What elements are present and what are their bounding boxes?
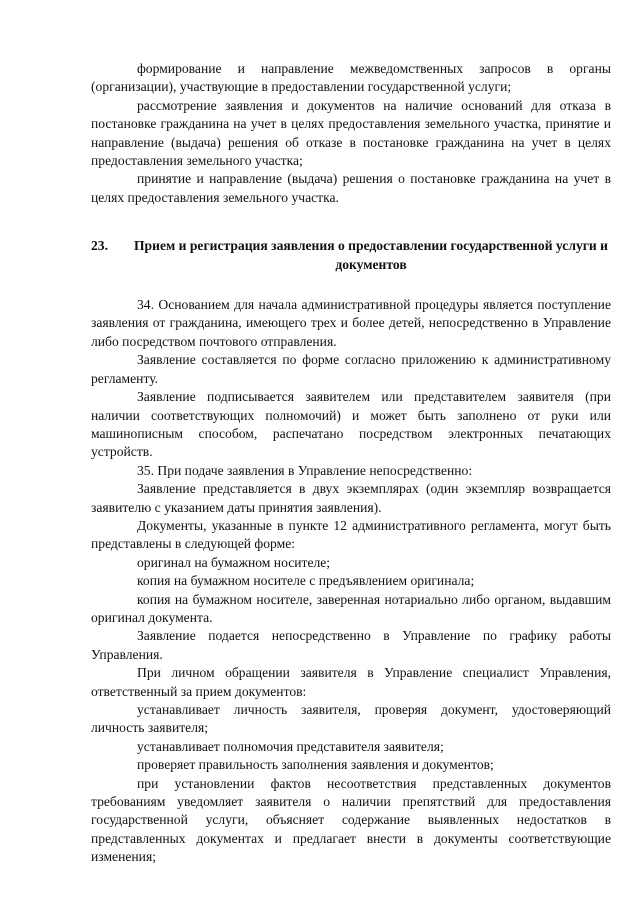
section-number: 23. bbox=[91, 238, 108, 254]
paragraph: Заявление представляется в двух экземплярах (один экземпляр возвращается заявителю с указанием даты принятия заявления). bbox=[91, 481, 611, 515]
section-title: Прием и регистрация заявления о предоставлении государственной услуги и документов bbox=[133, 238, 608, 272]
paragraph: Заявление составляется по форме согласно приложению к административному регламенту. bbox=[91, 352, 611, 386]
paragraph: Заявление подписывается заявителем или представителем заявителя (при наличии соответствующих полномочий) и может быть заполнено от руки или машинописным способом, распечатано посредством электронных печатающих устройств. bbox=[91, 389, 611, 460]
paragraph: формирование и направление межведомственных запросов в органы (организации), участвующие в предоставлении государственной услуги; bbox=[91, 61, 611, 95]
list-item: копия на бумажном носителе с предъявлением оригинала; bbox=[137, 573, 475, 589]
list-item: проверяет правильность заполнения заявления и документов; bbox=[137, 757, 494, 773]
list-item: копия на бумажном носителе, заверенная нотариально либо органом, выдавшим оригинал документа. bbox=[91, 591, 611, 625]
paragraph: При личном обращении заявителя в Управление специалист Управления, ответственный за прием документов: bbox=[91, 665, 611, 699]
list-item: устанавливает полномочия представителя заявителя; bbox=[137, 738, 444, 754]
document-page bbox=[91, 60, 611, 867]
paragraph: принятие и направление (выдача) решения о постановке гражданина на учет в целях предоставления земельного участка. bbox=[91, 171, 611, 205]
paragraph: 34. Основанием для начала административной процедуры является поступление заявления от гражданина, имеющего трех и более детей, непосредственно в Управление либо посредством почтового отправления. bbox=[91, 297, 611, 349]
paragraph: рассмотрение заявления и документов на наличие оснований для отказа в постановке гражданина на учет в целях предоставления земельного участка, принятие и направление (выдача) решения об отказе в постановке гражданина на учет в целях предоставления земельного участка; bbox=[91, 97, 611, 169]
paragraph: Документы, указанные в пункте 12 административного регламента, могут быть представлены в следующей форме: bbox=[91, 517, 611, 552]
list-item: оригинал на бумажном носителе; bbox=[137, 554, 331, 570]
list-item: при установлении фактов несоответствия представленных документов требованиям уведомляет заявителя о наличии препятствий для предоставления государственной услуги, объясняет содержание выявленных недостатков в представленных документах и предлагает внести в документы соответствующие изменения; bbox=[91, 775, 611, 865]
list-item: устанавливает личность заявителя, проверяя документ, удостоверяющий личность заявителя; bbox=[91, 702, 611, 736]
paragraph: 35. При подаче заявления в Управление непосредственно: bbox=[137, 462, 473, 478]
section-heading bbox=[91, 237, 611, 274]
paragraph: Заявление подается непосредственно в Управление по графику работы Управления. bbox=[91, 628, 611, 662]
